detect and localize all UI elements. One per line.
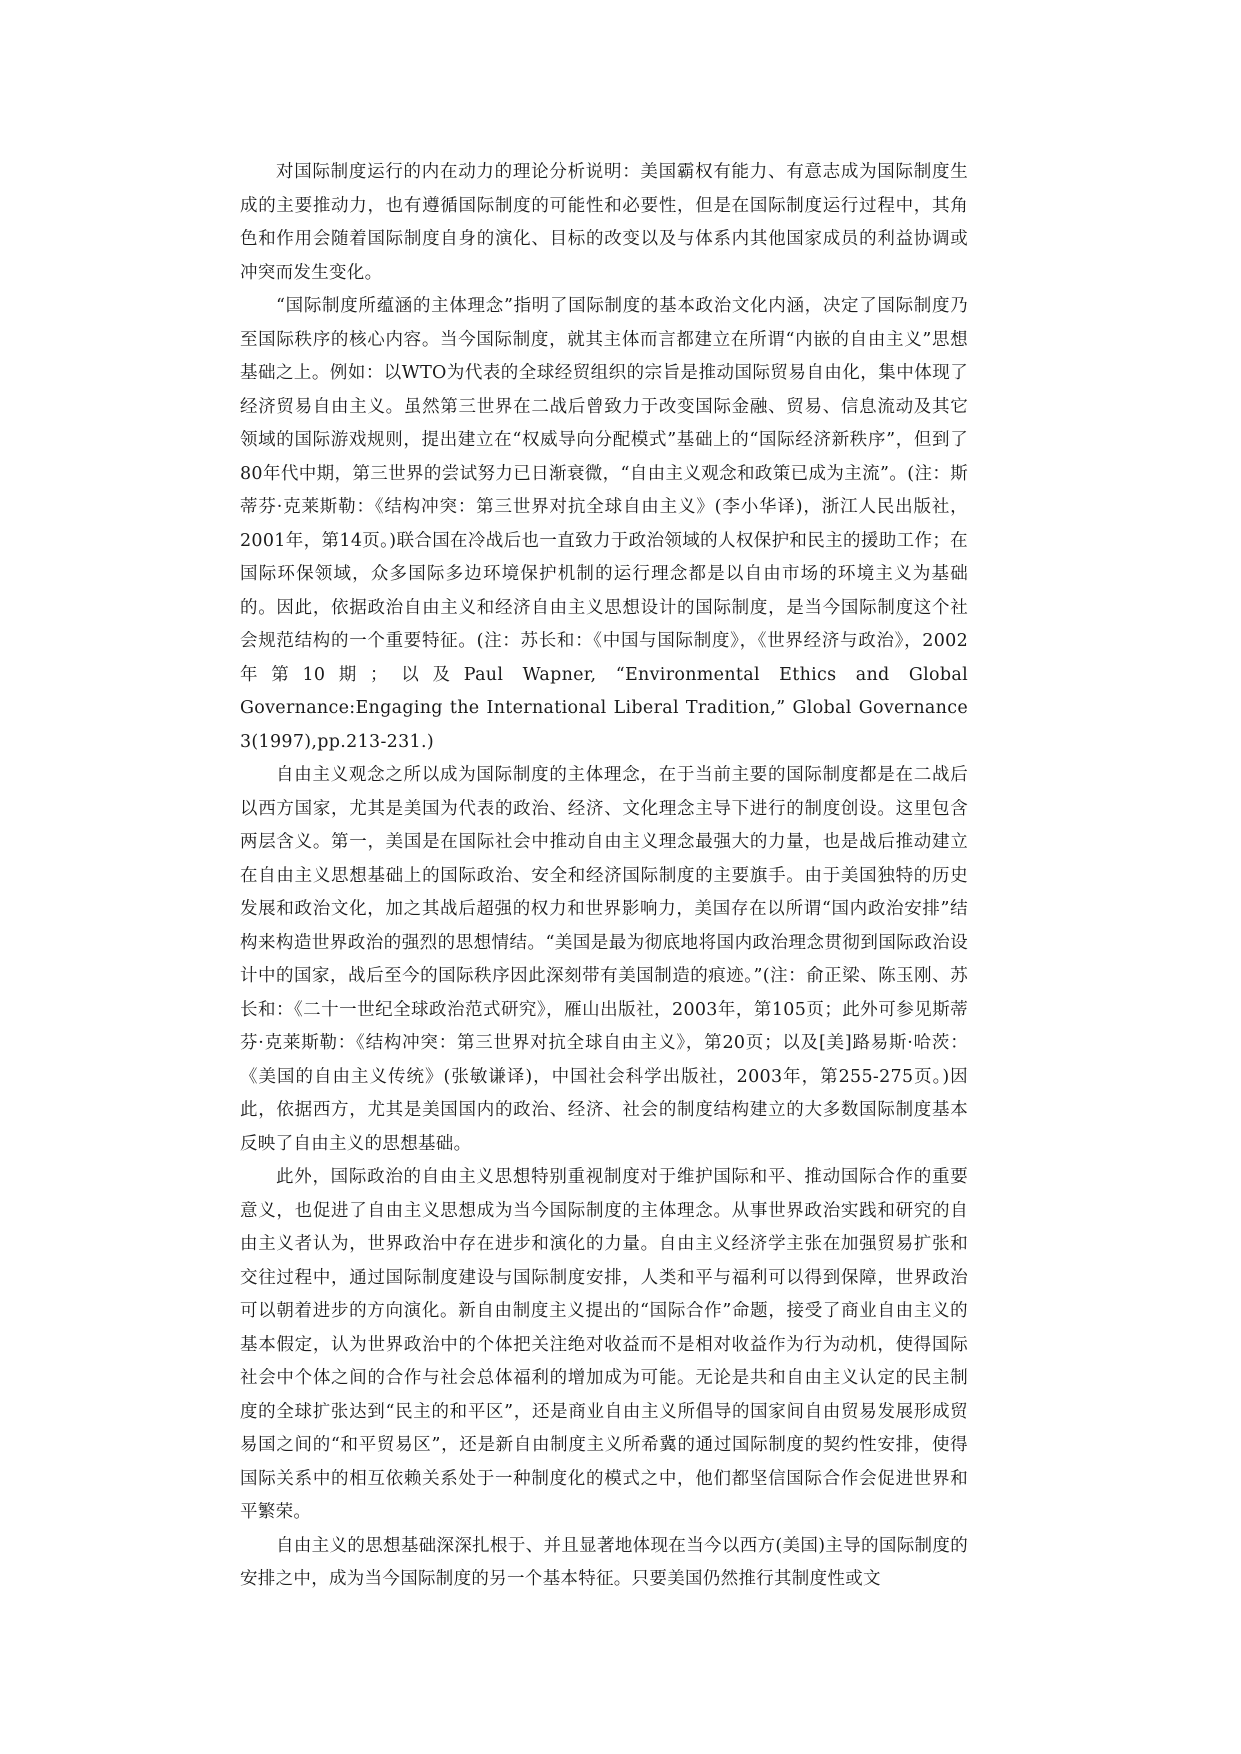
paragraph-3: 自由主义观念之所以成为国际制度的主体理念，在于当前主要的国际制度都是在二战后以西方国家，尤其是美国为代表的政治、经济、文化理念主导下进行的制度创设。这里包含两层含义。第一，美国是在国际社会中推动自由主义理念最强大的力量，也是战后推动建立在自由主义思想基础上的国际政治、安全和经济国际制度的主要旗手。由于美国独特的历史发展和政治文化，加之其战后超强的权力和世界影响力，美国存在以所谓“国内政治安排”结构来构造世界政治的强烈的思想情结。“美国是最为彻底地将国内政治理念贯彻到国际政治设计中的国家，战后至今的国际秩序因此深刻带有美国制造的痕迹。”(注：俞正梁、陈玉刚、苏长和：《二十一世纪全球政治范式研究》，雁山出版社，2003年，第105页；此外可参见斯蒂芬·克莱斯勒：《结构冲突：第三世界对抗全球自由主义》，第20页；以及[美]路易斯·哈茨：《美国的自由主义传统》(张敏谦译)，中国社会科学出版社，2003年，第255-275页。)因此，依据西方，尤其是美国国内的政治、经济、社会的制度结构建立的大多数国际制度基本反映了自由主义的思想基础。	[240, 765, 968, 1154]
paragraph-4: 此外，国际政治的自由主义思想特别重视制度对于维护国际和平、推动国际合作的重要意义，也促进了自由主义思想成为当今国际制度的主体理念。从事世界政治实践和研究的自由主义者认为，世界政治中存在进步和演化的力量。自由主义经济学主张在加强贸易扩张和交往过程中，通过国际制度建设与国际制度安排，人类和平与福利可以得到保障，世界政治可以朝着进步的方向演化。新自由制度主义提出的“国际合作”命题，接受了商业自由主义的基本假定，认为世界政治中的个体把关注绝对收益而不是相对收益作为行为动机，使得国际社会中个体之间的合作与社会总体福利的增加成为可能。无论是共和自由主义认定的民主制度的全球扩张达到“民主的和平区”，还是商业自由主义所倡导的国家间自由贸易发展形成贸易国之间的“和平贸易区”，还是新自由制度主义所希冀的通过国际制度的契约性安排，使得国际关系中的相互依赖关系处于一种制度化的模式之中，他们都坚信国际合作会促进世界和平繁荣。	[240, 1167, 968, 1522]
paragraph-1: 对国际制度运行的内在动力的理论分析说明：美国霸权有能力、有意志成为国际制度生成的主要推动力，也有遵循国际制度的可能性和必要性，但是在国际制度运行过程中，其角色和作用会随着国际制度自身的演化、目标的改变以及与体系内其他国家成员的利益协调或冲突而发生变化。	[240, 162, 968, 283]
paragraph-5: 自由主义的思想基础深深扎根于、并且显著地体现在当今以西方(美国)主导的国际制度的安排之中，成为当今国际制度的另一个基本特征。只要美国仍然推行其制度性或文	[240, 1535, 968, 1589]
document-page	[240, 156, 968, 1597]
paragraph-2: “国际制度所蕴涵的主体理念”指明了国际制度的基本政治文化内涵，决定了国际制度乃至国际秩序的核心内容。当今国际制度，就其主体而言都建立在所谓“内嵌的自由主义”思想基础之上。例如：以WTO为代表的全球经贸组织的宗旨是推动国际贸易自由化，集中体现了经济贸易自由主义。虽然第三世界在二战后曾致力于改变国际金融、贸易、信息流动及其它领域的国际游戏规则，提出建立在“权威导向分配模式”基础上的“国际经济新秩序”，但到了80年代中期，第三世界的尝试努力已日渐衰微，“自由主义观念和政策已成为主流”。(注：斯蒂芬·克莱斯勒：《结构冲突：第三世界对抗全球自由主义》(李小华译)，浙江人民出版社，2001年，第14页。)联合国在冷战后也一直致力于政治领域的人权保护和民主的援助工作；在国际环保领域，众多国际多边环境保护机制的运行理念都是以自由市场的环境主义为基础的。因此，依据政治自由主义和经济自由主义思想设计的国际制度，是当今国际制度这个社会规范结构的一个重要特征。(注：苏长和：《中国与国际制度》，《世界经济与政治》，2002年第10期；以及Paul Wapner, “Environmental Ethics and Global Governance:Engaging the International Liberal Tradition,” Global Governance 3(1997),pp.213-231.)	[240, 296, 968, 752]
